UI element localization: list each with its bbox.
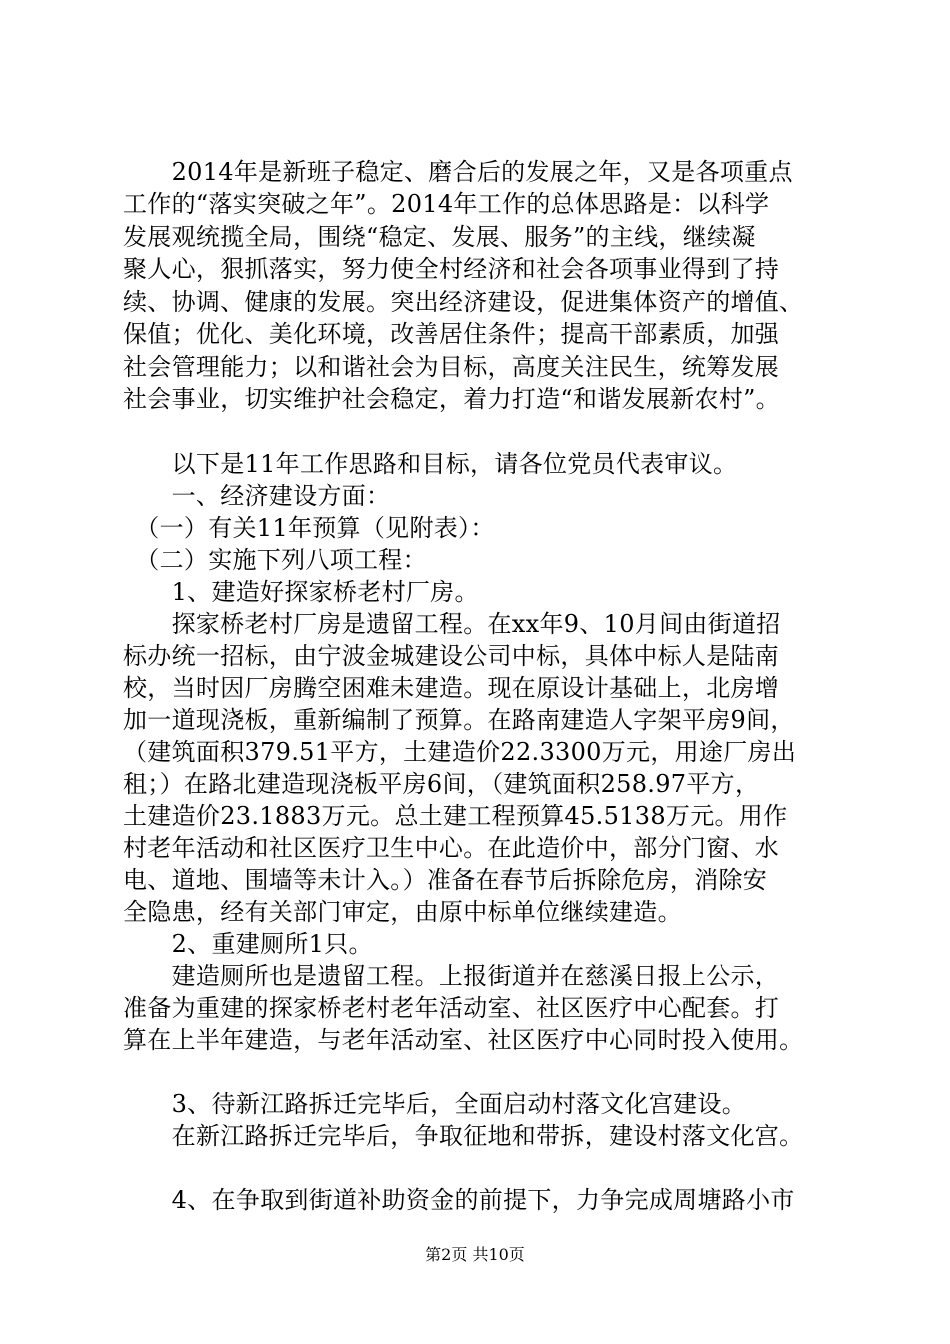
text-line: 一、经济建设方面：: [123, 482, 391, 510]
text-line: 全隐患，经有关部门审定，由原中标单位继续建造。: [123, 898, 682, 926]
text-line: 社会管理能力；以和谐社会为目标，高度关注民生，统筹发展: [123, 353, 780, 381]
text-line: 算在上半年建造，与老年活动室、社区医疗中心同时投入使用。: [123, 1026, 804, 1054]
text-line: 以下是11年工作思路和目标，请各位党员代表审议。: [123, 450, 738, 478]
text-line: 4、在争取到街道补助资金的前提下，力争完成周塘路小市: [123, 1186, 795, 1214]
text-line: 在新江路拆迁完毕后，争取征地和带拆，建设村落文化宫。: [123, 1122, 804, 1150]
text-line: （一）有关11年预算（见附表）：: [123, 514, 495, 542]
text-line: 土建造价23.1883万元。总土建工程预算45.5138万元。用作: [123, 802, 788, 830]
text-line: 聚人心，狠抓落实，努力使全村经济和社会各项事业得到了持: [123, 255, 780, 283]
text-line: 电、道地、围墙等未计入。）准备在春节后拆除危房，消除安: [123, 866, 768, 894]
text-line: 1、建造好探家桥老村厂房。: [123, 578, 479, 606]
text-line: 村老年活动和社区医疗卫生中心。在此造价中，部分门窗、水: [123, 834, 780, 862]
text-line: 租；）在路北建造现浇板平房6间，（建筑面积258.97平方，: [123, 770, 760, 798]
text-line: 准备为重建的探家桥老村老年活动室、社区医疗中心配套。打: [123, 994, 780, 1022]
text-line: （二）实施下列八项工程：: [123, 546, 427, 574]
text-line: 标办统一招标，由宁波金城建设公司中标，具体中标人是陆南: [123, 642, 780, 670]
text-line: 发展观统揽全局，围绕“稳定、发展、服务”的主线，继续凝: [123, 223, 756, 251]
text-line: 建造厕所也是遗留工程。上报街道并在慈溪日报上公示，: [123, 962, 780, 990]
text-line: 3、待新江路拆迁完毕后，全面启动村落文化宫建设。: [123, 1090, 747, 1118]
text-line: 加一道现浇板，重新编制了预算。在路南建造人字架平房9间，: [123, 706, 795, 734]
page-footer: 第2页 共10页: [425, 1245, 525, 1264]
text-line: 2、重建厕所1只。: [123, 930, 373, 958]
text-line: 2014年是新班子稳定、磨合后的发展之年，又是各项重点: [123, 158, 793, 186]
text-line: 社会事业，切实维护社会稳定，着力打造“和谐发展新农村”。: [123, 385, 780, 413]
text-line: 探家桥老村厂房是遗留工程。在xx年9、10月间由街道招: [123, 610, 781, 638]
text-line: （建筑面积379.51平方，土建造价22.3300万元，用途厂房出: [123, 738, 797, 766]
text-line: 校，当时因厂房腾空困难未建造。现在原设计基础上，北房增: [123, 674, 780, 702]
text-line: 工作的“落实突破之年”。2014年工作的总体思路是：以科学: [123, 190, 770, 218]
text-line: 续、协调、健康的发展。突出经济建设，促进集体资产的增值、: [123, 288, 804, 316]
text-line: 保值；优化、美化环境，改善居住条件；提高干部素质，加强: [123, 320, 780, 348]
